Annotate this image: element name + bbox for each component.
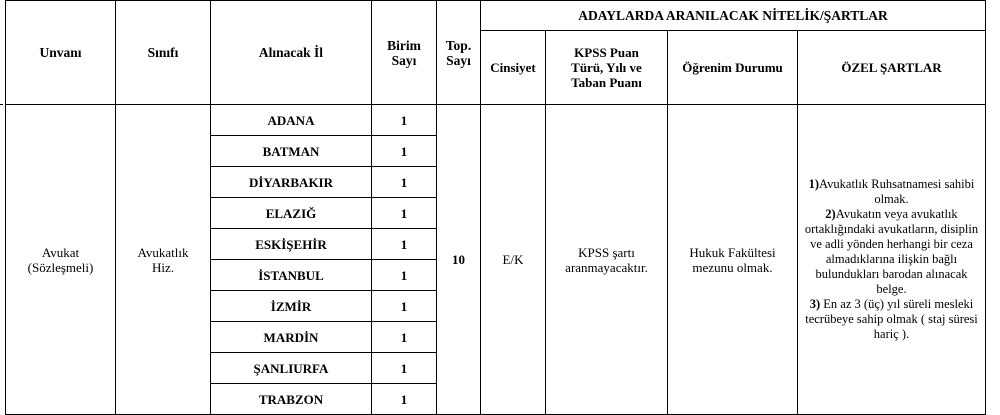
ozel-item-2-number: 2): [825, 207, 836, 221]
city-name: İZMİR: [211, 291, 372, 322]
ozel-item-2-text: Avukatın veya avukatlık ortaklığındaki avukatların, disiplin ve adli yönden herhangi bir ceza almadıklarına ilişkin bağlı bulundukları barodan alınacak belge.: [804, 207, 979, 296]
city-count: 1: [372, 291, 437, 322]
city-count: 1: [372, 322, 437, 353]
header-cinsiyet: Cinsiyet: [481, 31, 546, 105]
city-name: ELAZIĞ: [211, 198, 372, 229]
cell-top-sayi: 10: [437, 105, 481, 415]
city-count: 1: [372, 198, 437, 229]
header-kpss: KPSS Puan Türü, Yılı ve Taban Puanı: [546, 31, 668, 105]
unvan-line2: (Sözleşmeli): [27, 259, 94, 275]
city-name: DİYARBAKIR: [211, 167, 372, 198]
cell-sinifi: [116, 105, 211, 415]
sinifi-line2: Hiz.: [151, 259, 175, 275]
job-requirements-table: [5, 0, 986, 415]
cell-ozel-sartlar: [798, 105, 986, 415]
header-ozel: ÖZEL ŞARTLAR: [798, 31, 986, 105]
header-top-sayi: Top. Sayı: [437, 1, 481, 105]
header-sinifi: Sınıfı: [116, 1, 211, 105]
sinifi-line1: Avukatlık: [137, 244, 189, 260]
city-name: İSTANBUL: [211, 260, 372, 291]
cell-cinsiyet: E/K: [481, 105, 546, 415]
city-name: TRABZON: [211, 384, 372, 415]
ozel-item-3-number: 3): [809, 297, 821, 311]
city-name: MARDİN: [211, 322, 372, 353]
header-alinacak-il: Alınacak İl: [211, 1, 372, 105]
city-name: ŞANLIURFA: [211, 353, 372, 384]
header-group-title: ADAYLARDA ARANILACAK NİTELİK/ŞARTLAR: [481, 1, 986, 31]
cell-unvan: [6, 105, 116, 415]
city-name: BATMAN: [211, 136, 372, 167]
city-count: 1: [372, 384, 437, 415]
header-unvan: Unvanı: [6, 1, 116, 105]
city-count: 1: [372, 229, 437, 260]
city-count: 1: [372, 167, 437, 198]
city-name: ADANA: [211, 105, 372, 136]
ozel-item-1-text: Avukatlık Ruhsatnamesi sahibi olmak.: [819, 177, 975, 206]
ogrenim-line2: mezunu olmak.: [692, 259, 773, 275]
ozel-item-1-number: 1): [808, 177, 820, 191]
ozel-item-3-text: En az 3 (üç) yıl süreli mesleki tecrübeye sahip olmak ( staj süresi hariç ).: [805, 297, 978, 341]
header-birim-sayi: Birim Sayı: [372, 1, 437, 105]
header-ogrenim: Öğrenim Durumu: [668, 31, 798, 105]
city-count: 1: [372, 105, 437, 136]
kpss-line1: KPSS şartı: [578, 244, 635, 260]
kpss-line2: aranmayacaktır.: [565, 259, 648, 275]
unvan-line1: Avukat: [41, 244, 80, 260]
ogrenim-line1: Hukuk Fakültesi: [689, 244, 776, 260]
city-name: ESKİŞEHİR: [211, 229, 372, 260]
cell-kpss: [546, 105, 668, 415]
job-requirements-table-wrapper: [5, 0, 986, 415]
cell-ogrenim: [668, 105, 798, 415]
city-count: 1: [372, 353, 437, 384]
city-count: 1: [372, 136, 437, 167]
city-count: 1: [372, 260, 437, 291]
